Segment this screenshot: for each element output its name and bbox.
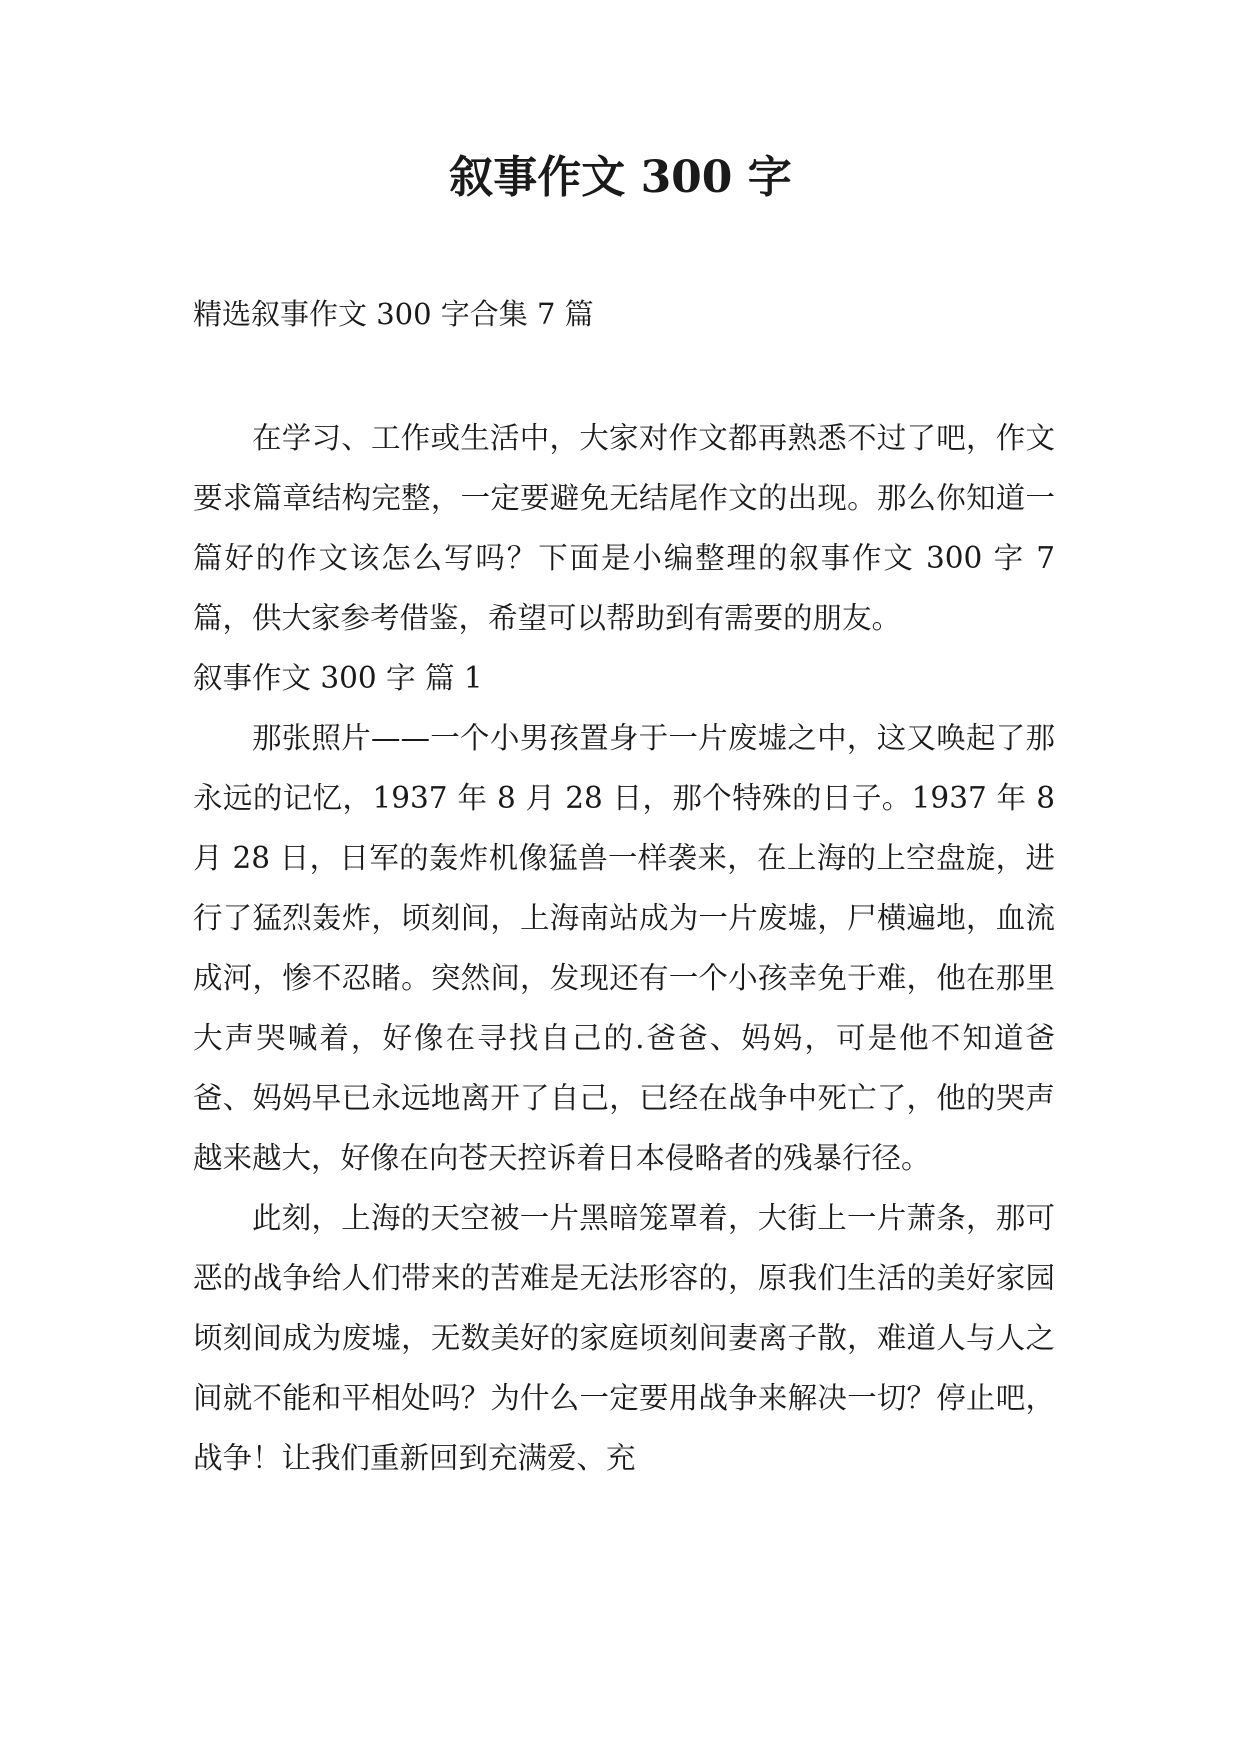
document-body (193, 408, 1055, 1488)
document-subtitle: 精选叙事作文 300 字合集 7 篇 (193, 297, 594, 331)
section-paragraph: 那张照片——一个小男孩置身于一片废墟之中，这又唤起了那永远的记忆，1937 年 8 月 28 日，那个特殊的日子。1937 年 8 月 28 日，日军的轰炸机像猛兽一样袭来，在上海的上空盘旋，进行了猛烈轰炸，顷刻间，上海南站成为一片废墟，尸横遍地，血流成河，惨不忍睹。突然间，发现还有一个小孩幸免于难，他在那里大声哭喊着，好像在寻找自己的.爸爸、妈妈，可是他不知道爸爸、妈妈早已永远地离开了自己，已经在战争中死亡了，他的哭声越来越大，好像在向苍天控诉着日本侵略者的残暴行径。 (193, 721, 1055, 1175)
document-title: 叙事作文 300 字 (449, 152, 792, 203)
section-heading: 叙事作文 300 字 篇 1 (193, 661, 483, 695)
intro-paragraph: 在学习、工作或生活中，大家对作文都再熟悉不过了吧，作文要求篇章结构完整，一定要避免无结尾作文的出现。那么你知道一篇好的作文该怎么写吗？下面是小编整理的叙事作文 300 字 7 篇，供大家参考借鉴，希望可以帮助到有需要的朋友。 (193, 421, 1055, 635)
section-paragraph: 此刻，上海的天空被一片黑暗笼罩着，大街上一片萧条，那可恶的战争给人们带来的苦难是无法形容的，原我们生活的美好家园顷刻间成为废墟，无数美好的家庭顷刻间妻离子散，难道人与人之间就不能和平相处吗？为什么一定要用战争来解决一切？停止吧，战争！让我们重新回到充满爱、充 (193, 1201, 1055, 1475)
